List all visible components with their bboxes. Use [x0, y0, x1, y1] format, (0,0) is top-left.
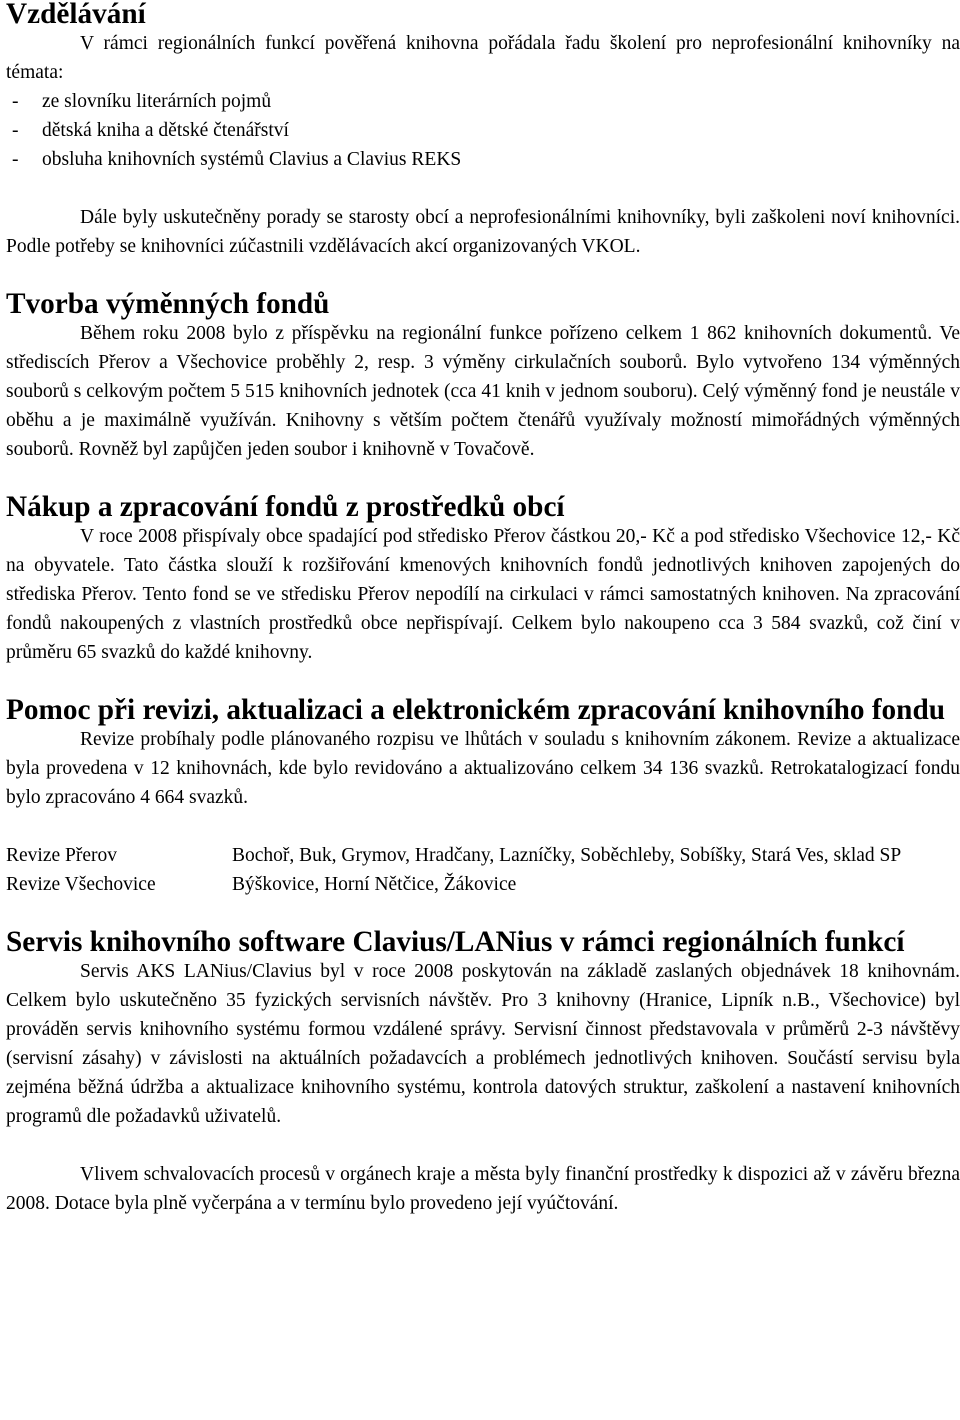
- spacer: [6, 261, 960, 290]
- nakup-paragraph: V roce 2008 přispívaly obce spadající pod středisko Přerov částkou 20,- Kč a pod středisko Všechovice 12,- Kč na obyvatele. Tato částka slouží k rozšiřování kmenových knihovních fondů jednotlivých knihoven zapojených do střediska Přerov. Tento fond se ve středisku Přerov nepodílí na cirkulaci v rámci samostatných knihoven. Na zpracování fondů nakoupených z vlastních prostředků obce nepřispívají. Celkem bylo nakoupeno cca 3 584 svazků, což činí v průměru 65 svazků do každé knihovny.: [6, 526, 960, 663]
- vzdelavani-bullet-list: [6, 87, 960, 174]
- bullet-dash: -: [12, 149, 19, 170]
- list-item-text: dětská kniha a dětské čtenářství: [42, 120, 289, 141]
- list-item: [6, 116, 960, 145]
- bullet-dash: -: [12, 120, 19, 141]
- list-item: [6, 87, 960, 116]
- list-item: [6, 145, 960, 174]
- servis-paragraph: Servis AKS LANius/Clavius byl v roce 2008 poskytován na základě zaslaných objednávek 18 knihovnám. Celkem bylo uskutečněno 35 fyzických servisních návštěv. Pro 3 knihovny (Hranice, Lipník n.B., Všechovice) byl prováděn servis knihovního systému formou vzdálené správy. Servisní činnost představovala v průměrů 2-3 návštěvy (servisní zásahy) v závislosti na aktuálních požadavcích a problémech jednotlivých knihoven. Součástí servisu byla zejména běžná údržba a aktualizace knihovního systému, kontrola datových struktur, zaškolení a nastavení knihovních programů dle požadavků uživatelů.: [6, 961, 960, 1127]
- section-heading-tvorba: Tvorba výměnných fondů: [6, 288, 330, 320]
- vliv-paragraph: Vlivem schvalovacích procesů v orgánech kraje a města byly finanční prostředky k dispozici až v závěru března 2008. Dotace byla plně vyčerpána a v termínu bylo provedeno její vyúčtování.: [6, 1164, 960, 1214]
- list-item-text: obsluha knihovních systémů Clavius a Clavius REKS: [42, 149, 462, 170]
- spacer: [6, 667, 960, 696]
- revize-value: Býškovice, Horní Nětčice, Žákovice: [232, 874, 517, 895]
- spacer: [6, 812, 960, 841]
- revize-label: Revize Přerov: [6, 845, 118, 866]
- section-heading-servis: Servis knihovního software Clavius/LANius v rámci regionálních funkcí: [6, 926, 905, 958]
- spacer: [6, 1131, 960, 1160]
- bullet-dash: -: [12, 91, 19, 112]
- revize-value: Bochoř, Buk, Grymov, Hradčany, Lazníčky, Soběchleby, Sobíšky, Stará Ves, sklad SP: [232, 845, 902, 866]
- vzdelavani-intro: V rámci regionálních funkcí pověřená knihovna pořádala řadu školení pro neprofesionální knihovníky na témata:: [6, 33, 960, 83]
- section-heading-nakup: Nákup a zpracování fondů z prostředků obcí: [6, 491, 565, 523]
- spacer: [6, 899, 960, 928]
- revize-label: Revize Všechovice: [6, 874, 156, 895]
- vzdelavani-paragraph: Dále byly uskutečněny porady se starosty obcí a neprofesionálními knihovníky, byli zaškoleni noví knihovníci. Podle potřeby se knihovníci zúčastnili vzdělávacích akcí organizovaných VKOL.: [6, 207, 960, 257]
- tvorba-paragraph: Během roku 2008 bylo z příspěvku na regionální funkce pořízeno celkem 1 862 knihovních dokumentů. Ve střediscích Přerov a Všechovice proběhly 2, resp. 3 výměny cirkulačních souborů. Bylo vytvořeno 134 výměnných souborů s celkovým počtem 5 515 knihovních jednotek (cca 41 knih v jednom souboru). Celý výměnný fond je neustále v oběhu a je maximálně využíván. Knihovny s větším počtem čtenářů využívaly možností mimořádných výměnných souborů. Rovněž byl zapůjčen jeden soubor i knihovně v Tovačově.: [6, 323, 960, 460]
- spacer: [6, 174, 960, 203]
- list-item-text: ze slovníku literárních pojmů: [42, 91, 272, 112]
- revize-table: [6, 841, 960, 899]
- section-heading-vzdelavani: Vzdělávání: [6, 0, 146, 30]
- pomoc-paragraph: Revize probíhaly podle plánovaného rozpisu ve lhůtách v souladu s knihovním zákonem. Revize a aktualizace byla provedena v 12 knihovnách, kde bylo revidováno a aktualizováno celkem 34 136 svazků. Retrokatalogizací fondu bylo zpracováno 4 664 svazků.: [6, 729, 960, 808]
- spacer: [6, 464, 960, 493]
- section-heading-pomoc: Pomoc při revizi, aktualizaci a elektronickém zpracování knihovního fondu: [6, 694, 945, 726]
